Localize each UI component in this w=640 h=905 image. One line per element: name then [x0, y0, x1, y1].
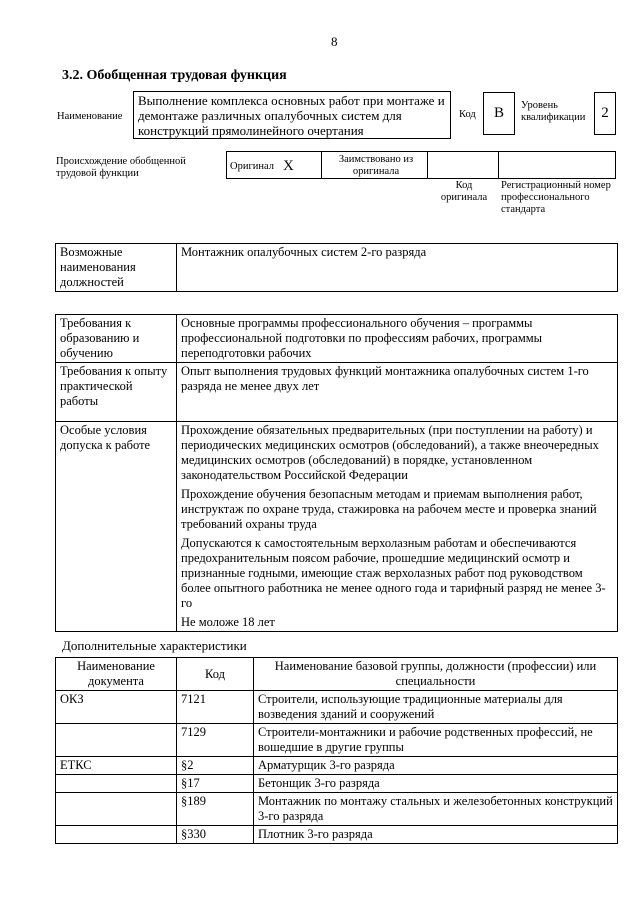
cell-doc: ЕТКС	[56, 757, 177, 775]
cell-name: Бетонщик 3-го разряда	[254, 775, 618, 793]
special-conditions-paragraph: Прохождение обязательных предварительных (при поступлении на работу) и периодических медицинских осмотров (обследований), а также внеочередных медицинских осмотров (обследований) в порядке, установленном законодательством Российской Федерации	[181, 423, 599, 482]
code-value: В	[493, 105, 504, 121]
cell-code: 7121	[177, 691, 254, 724]
cell-code: §17	[177, 775, 254, 793]
special-conditions-paragraph: Допускаются к самостоятельным верхолазным работам и обеспечиваются предохранительным поясом рабочие, прошедшие медицинский осмотр и признанные годными, имеющие стаж верхолазных работ под руководством более опытного работника не менее одного года и тарифный разряд не менее 3-го	[181, 536, 606, 610]
original-label: Оригинал	[230, 161, 274, 172]
additional-table	[55, 657, 618, 844]
table-row	[56, 422, 618, 632]
origin-label: Происхождение обобщенной трудовой функции	[56, 156, 186, 179]
section-title: 3.2. Обобщенная трудовая функция	[62, 68, 287, 83]
header-code: Код	[177, 658, 254, 691]
level-value-box	[594, 92, 616, 135]
cell-code: §330	[177, 826, 254, 844]
education-value: Основные программы профессионального обучения – программы профессиональной подготовки по профессиям рабочих, программы переподготовки рабочих	[181, 316, 543, 360]
borrowed-cell	[321, 151, 428, 179]
original-mark: X	[283, 158, 294, 174]
code-label: Код	[459, 109, 476, 120]
page-number: 8	[331, 34, 338, 49]
table-row	[56, 363, 618, 422]
cell-doc	[56, 826, 177, 844]
cell-name: Плотник 3-го разряда	[254, 826, 618, 844]
cell-code: §2	[177, 757, 254, 775]
code-original-cell	[427, 151, 499, 179]
code-original-label: Код оригинала	[440, 180, 488, 203]
cell-name: Арматурщик 3-го разряда	[254, 757, 618, 775]
original-cell	[226, 151, 322, 179]
header-name: Наименование базовой группы, должности (профессии) или специальности	[254, 658, 618, 691]
table-row	[56, 757, 618, 775]
table-row	[56, 826, 618, 844]
table-row	[56, 244, 618, 292]
cell-doc	[56, 793, 177, 826]
cell-name: Монтажник по монтажу стальных и железобетонных конструкций 3-го разряда	[254, 793, 618, 826]
cell-doc	[56, 724, 177, 757]
level-label: Уровень квалификации	[521, 100, 586, 123]
special-conditions-label: Особые условия допуска к работе	[56, 422, 177, 632]
table-row	[56, 775, 618, 793]
table-row	[56, 793, 618, 826]
function-name-box	[133, 91, 451, 139]
reg-number-label: Регистрационный номер профессионального стандарта	[501, 180, 611, 215]
possible-names-value: Монтажник опалубочных систем 2-го разряда	[177, 244, 618, 292]
table-row	[56, 724, 618, 757]
experience-value: Опыт выполнения трудовых функций монтажника опалубочных систем 1-го разряда не менее двух лет	[181, 364, 589, 393]
cell-code: 7129	[177, 724, 254, 757]
cell-code: §189	[177, 793, 254, 826]
table-row	[56, 315, 618, 363]
special-conditions-paragraph: Прохождение обучения безопасным методам и приемам выполнения работ, инструктаж по охране труда, стажировка на рабочем месте и проверка знаний требований охраны труда	[181, 487, 597, 531]
cell-name: Строители-монтажники и рабочие родственных профессий, не вошедшие в другие группы	[254, 724, 618, 757]
table-row	[56, 691, 618, 724]
header-doc: Наименование документа	[56, 658, 177, 691]
possible-names-label: Возможные наименования должностей	[56, 244, 177, 292]
cell-doc	[56, 775, 177, 793]
cell-name: Строители, использующие традиционные материалы для возведения зданий и сооружений	[254, 691, 618, 724]
experience-label: Требования к опыту практической работы	[56, 363, 177, 422]
special-conditions-paragraph: Не моложе 18 лет	[181, 615, 275, 629]
reg-number-cell	[498, 151, 616, 179]
possible-names-table	[55, 243, 618, 292]
additional-title: Дополнительные характеристики	[62, 638, 247, 653]
table-header-row	[56, 658, 618, 691]
borrowed-label: Заимствовано из оригинала	[338, 154, 414, 177]
code-value-box	[483, 92, 515, 135]
level-value: 2	[601, 105, 609, 121]
function-name-value: Выполнение комплекса основных работ при монтаже и демонтаже различных опалубочных систем для конструкций прямолинейного очертания	[138, 93, 445, 138]
cell-doc: ОКЗ	[56, 691, 177, 724]
requirements-table	[55, 314, 618, 632]
education-label: Требования к образованию и обучению	[56, 315, 177, 363]
name-label: Наименование	[57, 111, 123, 122]
